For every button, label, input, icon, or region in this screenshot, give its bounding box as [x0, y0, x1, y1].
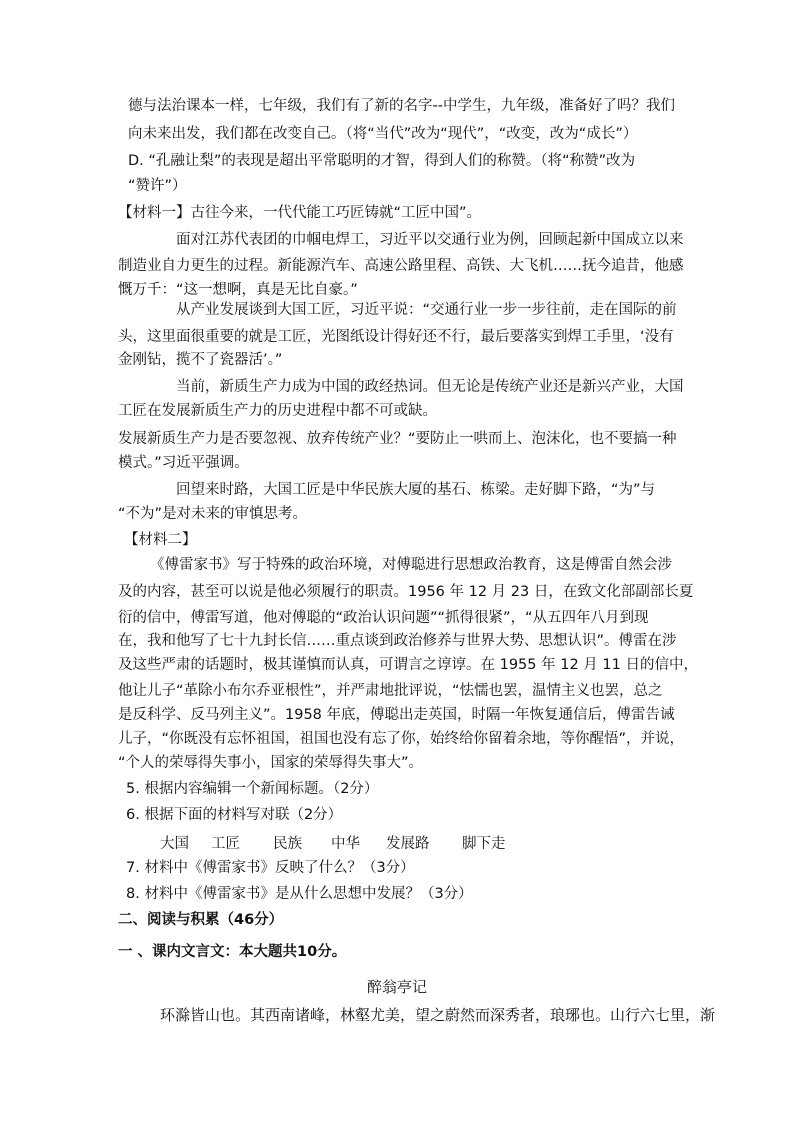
text-line: 从产业发展谈到大国工匠，习近平说：“交通行业一步一步往前，走在国际的前: [176, 302, 677, 318]
text-line: 德与法治课本一样，七年级，我们有了新的名字--中学生，九年级，准备好了吗？我们: [128, 98, 675, 114]
text-line: D. “孔融让梨”的表现是超出平常聪明的才智，得到人们的称赞。（将“称赞”改为: [128, 153, 636, 169]
couplet-word: 民族: [273, 836, 302, 852]
text-line: 及的内容，甚至可以说是他必须履行的职责。1956 年 12 月 23 日，在致文化部副部长夏: [118, 584, 694, 600]
text-line: 发展新质生产力是否要忽视、放弃传统产业？“要防止一哄而上、泡沫化，也不要搞一种: [118, 431, 677, 447]
section-heading: 二、阅读与积累（46分）: [118, 912, 284, 928]
text-line: 及这些严肃的话题时，极其谨慎而认真，可谓言之谆谆。在 1955 年 12 月 11 日的信中，: [118, 657, 698, 673]
text-line: 回望来时路，大国工匠是中华民族大厦的基石、栋梁。走好脚下路，“为”与: [176, 482, 656, 498]
couplet-word-row: [0, 832, 794, 854]
text-line: 是反科学、反马列主义”。1958 年底，傅聪出走英国，时隔一年恢复通信后，傅雷告诫: [118, 707, 675, 723]
text-line: 向未来出发，我们都在改变自己。（将“当代”改为“现代”，“改变，改为“成长”）: [128, 126, 638, 142]
question-6: 6. 根据下面的材料写对联（2分）: [126, 807, 343, 823]
question-5: 5. 根据内容编辑一个新闻标题。（2分）: [126, 781, 379, 797]
material-one-heading: 【材料一】古往今来，一代代能工巧匠铸就“工匠中国”。: [118, 205, 482, 221]
text-line: 制造业自力更生的过程。新能源汽车、高速公路里程、高铁、大飞机……抚今追昔，他感: [118, 258, 684, 274]
couplet-word: 工匠: [211, 836, 240, 852]
text-line: 当前，新质生产力成为中国的政经热词。但无论是传统产业还是新兴产业，大国: [176, 379, 684, 395]
text-line: 工匠在发展新质生产力的历史进程中都不可或缺。: [118, 403, 437, 419]
question-8: 8. 材料中《傅雷家书》是从什么思想中发展？（3分）: [126, 886, 473, 902]
text-line: “赞许”）: [128, 178, 187, 194]
text-line: 环滁皆山也。其西南诸峰，林壑尤美，望之蔚然而深秀者，琅琊也。山行六七里，渐: [160, 1006, 716, 1024]
text-line: 衍的信中，傅雷写道，他对傅聪的“政治认识问题”“抓得很紧”，“从五四年八月到现: [118, 610, 649, 626]
text-line: 《傅雷家书》写于特殊的政治环境，对傅聪进行思想政治教育，这是傅雷自然会涉: [150, 557, 672, 573]
text-line: 金刚钻，揽不了瓷器活’。”: [118, 352, 283, 368]
text-line: 他让儿子“革除小布尔乔亚根性”，并严肃地批评说，“怯懦也罢，温情主义也罢，总之: [118, 683, 663, 699]
material-two-heading: 【材料二】: [124, 532, 197, 548]
subsection-heading: 一 、课内文言文：本大题共10分。: [118, 944, 347, 960]
text-line: “不为”是对未来的审慎思考。: [118, 506, 308, 522]
couplet-word: 发展路: [386, 836, 430, 852]
text-line: “个人的荣辱得失事小，国家的荣辱得失事大”。: [118, 755, 424, 771]
couplet-word: 中华: [331, 836, 360, 852]
text-line: 在，我和他写了七十九封长信……重点谈到政治修养与世界大势、思想认识”。傅雷在涉: [118, 633, 677, 649]
couplet-word: 大国: [160, 836, 189, 852]
text-line: 面对江苏代表团的巾帼电焊工，习近平以交通行业为例，回顾起新中国成立以来: [176, 232, 684, 248]
text-line: 儿子，“你既没有忘怀祖国，祖国也没有忘了你，始终给你留着余地，等你醒悟”，并说，: [118, 731, 685, 747]
couplet-word: 脚下走: [462, 836, 506, 852]
question-7: 7. 材料中《傅雷家书》反映了什么？（3分）: [126, 860, 415, 876]
text-line: 慨万千：“这一想啊，真是无比自豪。”: [118, 282, 358, 298]
text-line: 模式。”习近平强调。: [118, 455, 249, 471]
poem-title: 醉翁亭记: [366, 978, 427, 996]
text-line: 头，这里面很重要的就是工匠，光图纸设计得好还不行，最后要落实到焊工手里，‘没有: [118, 329, 674, 345]
